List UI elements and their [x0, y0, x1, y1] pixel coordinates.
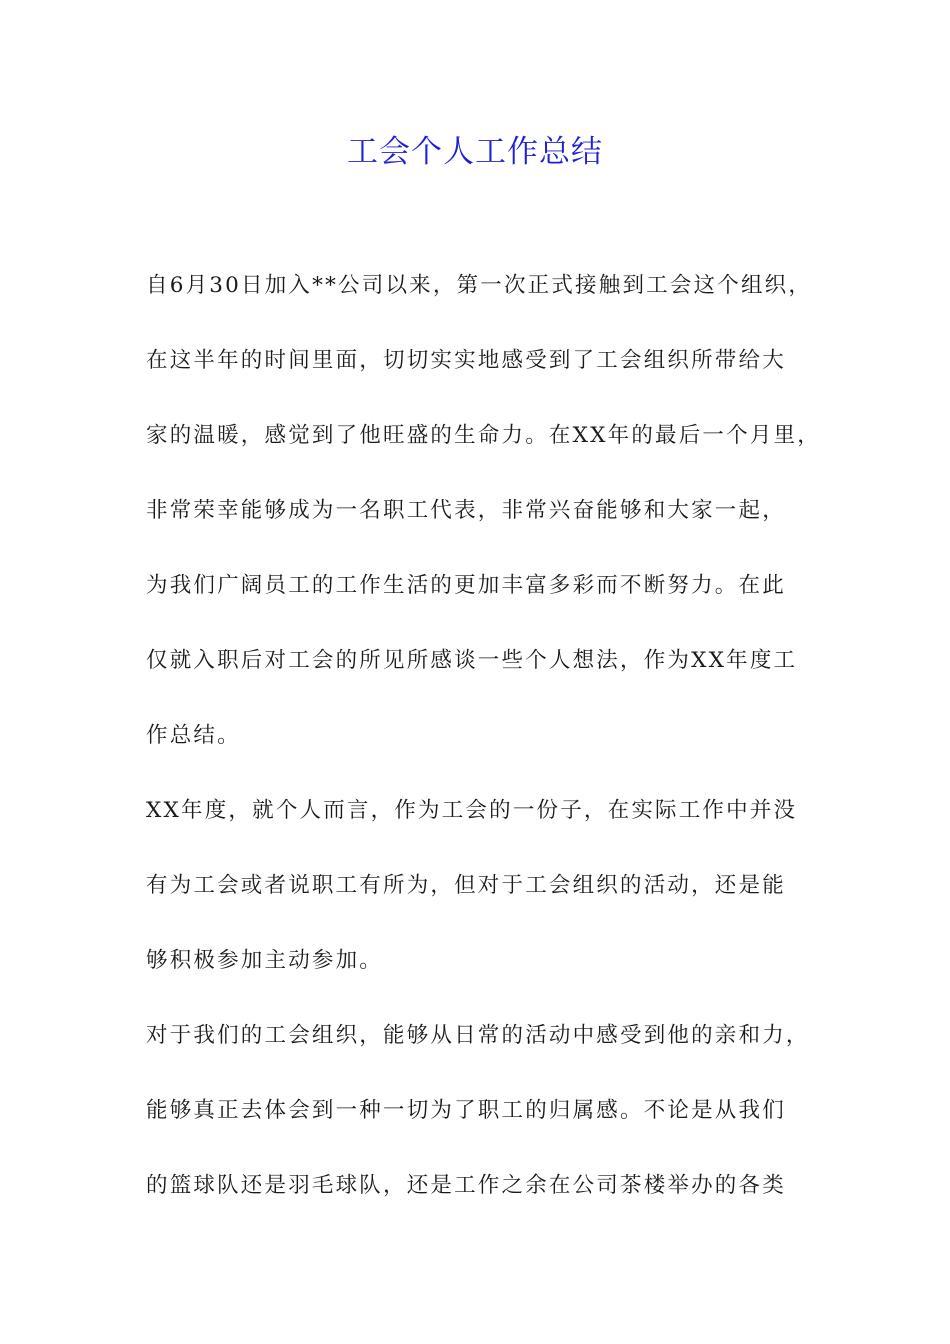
body-line: 家的温暖，感觉到了他旺盛的生命力。在XX年的最后一个月里，	[146, 423, 821, 448]
body-line: 仅就入职后对工会的所见所感谈一些个人想法，作为XX年度工	[146, 648, 798, 673]
body-line: 自6月30日加入**公司以来，第一次正式接触到工会这个组织，	[146, 273, 813, 298]
body-line: 在这半年的时间里面，切切实实地感受到了工会组织所带给大	[146, 348, 786, 373]
body-line: 作总结。	[146, 723, 241, 748]
body-line: 的篮球队还是羽毛球队，还是工作之余在公司茶楼举办的各类	[146, 1173, 786, 1198]
body-line: 够积极参加主动参加。	[146, 948, 384, 973]
body-line: 对于我们的工会组织，能够从日常的活动中感受到他的亲和力，	[146, 1023, 810, 1048]
body-line: 非常荣幸能够成为一名职工代表，非常兴奋能够和大家一起，	[146, 498, 786, 523]
body-line: 能够真正去体会到一种一切为了职工的归属感。不论是从我们	[146, 1098, 786, 1123]
body-line: 为我们广阔员工的工作生活的更加丰富多彩而不断努力。在此	[146, 573, 786, 598]
document-title: 工会个人工作总结	[347, 134, 603, 170]
body-line: 有为工会或者说职工有所为，但对于工会组织的活动，还是能	[146, 873, 786, 898]
body-line: XX年度，就个人而言，作为工会的一份子，在实际工作中并没	[146, 798, 798, 823]
document-body	[146, 262, 836, 1237]
